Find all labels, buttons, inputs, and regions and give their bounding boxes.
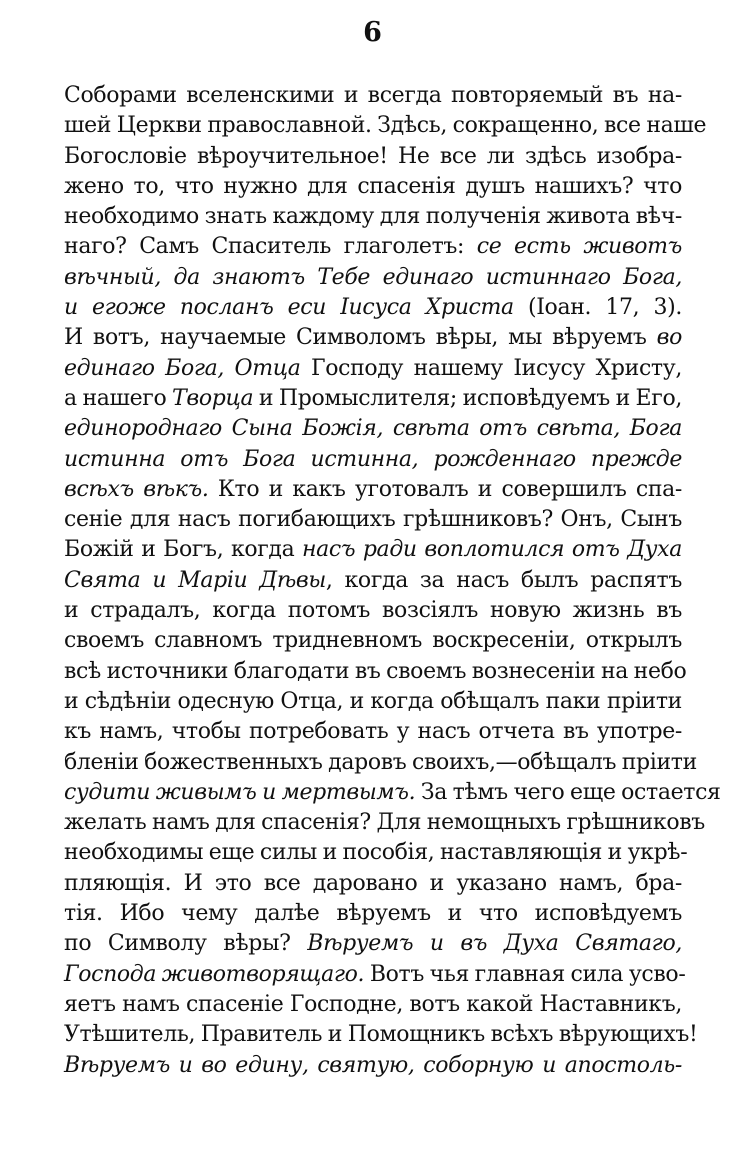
- text-line: [64, 748, 697, 778]
- text-line: [64, 384, 682, 414]
- text-segment: Соборами вселенскими и всегда повторяемый въ на-: [64, 83, 682, 108]
- body-text: [64, 81, 721, 1081]
- text-line: [64, 838, 688, 868]
- text-segment: шей Церкви православной. Здѣсь, сокращенно, все наше: [64, 113, 707, 139]
- text-line: [64, 81, 682, 111]
- text-segment: а нашего: [64, 385, 173, 411]
- text-line: [64, 354, 682, 384]
- text-segment: Кто и какъ уготовалъ и совершилъ спа-: [208, 476, 682, 502]
- text-segment: необходимо знать каждому для полученія живота вѣч-: [64, 204, 682, 230]
- text-segment: необходимы еще силы и пособія, наставляющія и укрѣ-: [64, 840, 688, 866]
- italic-text-segment: вѣчный, да знаютъ Тебе единаго истиннаго Бога,: [64, 264, 682, 290]
- text-line: [64, 293, 682, 323]
- text-line: [64, 778, 721, 808]
- text-line: [64, 990, 682, 1020]
- text-line: [64, 899, 682, 929]
- text-segment: къ намъ, чтобы потребовать у насъ отчета въ употре-: [64, 719, 682, 745]
- text-line: [64, 414, 682, 444]
- text-segment: по Символу вѣры?: [64, 931, 308, 957]
- italic-text-segment: единороднаго Сына Божія, свѣта отъ свѣта, Бога: [64, 416, 682, 442]
- text-line: [64, 626, 682, 656]
- text-line: [64, 566, 682, 596]
- text-line: [64, 505, 682, 535]
- text-segment: За тѣмъ чего еще остается: [415, 779, 721, 805]
- italic-text-segment: единаго Бога, Отца: [64, 355, 301, 381]
- italic-text-segment: во: [656, 325, 682, 351]
- italic-text-segment: се есть животъ: [476, 234, 682, 260]
- text-line: [64, 929, 682, 959]
- text-segment: пляющія. И это все даровано и указано намъ, бра-: [64, 870, 682, 896]
- text-line: [64, 808, 705, 838]
- text-segment: Богословіе вѣроучительное! Не все ли здѣсь изобра-: [64, 143, 682, 169]
- text-segment: , когда за насъ былъ распятъ: [325, 567, 682, 593]
- text-line: [64, 445, 682, 475]
- italic-text-segment: насъ ради воплотился отъ Духа: [302, 537, 682, 563]
- italic-text-segment: судити живымъ и мертвымъ.: [64, 779, 416, 805]
- text-segment: и сѣдѣніи одесную Отца, и когда обѣщалъ паки пріити: [64, 688, 682, 714]
- text-segment: (Іоан. 17, 3).: [513, 295, 682, 321]
- text-segment: желать намъ для спасенія? Для немощныхъ грѣшниковъ: [64, 810, 705, 836]
- text-segment: сеніе для насъ погибающихъ грѣшниковъ? Онъ, Сынъ: [64, 507, 682, 533]
- text-segment: яетъ намъ спасеніе Господне, вотъ какой Наставникъ,: [64, 991, 682, 1017]
- text-segment: наго? Самъ Спаситель глаголетъ:: [64, 234, 477, 260]
- text-segment: Божій и Богъ, когда: [64, 537, 303, 563]
- text-line: [64, 869, 682, 899]
- text-segment: и страдалъ, когда потомъ возсіялъ новую жизнь въ: [64, 598, 682, 624]
- text-line: [64, 263, 682, 293]
- text-segment: жено то, что нужно для спасенія душъ нашихъ? что: [64, 173, 682, 199]
- text-segment: Вотъ чья главная сила усво-: [364, 961, 686, 987]
- text-segment: И вотъ, научаемые Символомъ вѣры, мы вѣруемъ: [64, 325, 657, 351]
- italic-text-segment: Господа животворящаго.: [64, 961, 365, 987]
- italic-text-segment: Вѣруемъ и во едину, святую, соборную и апостоль-: [64, 1052, 682, 1078]
- italic-text-segment: истинна отъ Бога истинна, рожденнаго прежде: [64, 446, 682, 472]
- italic-text-segment: Творца: [172, 385, 254, 411]
- text-segment: и Промыслителя; исповѣдуемъ и Его,: [253, 385, 682, 411]
- text-line: [64, 1051, 682, 1081]
- text-segment: бленіи божественныхъ даровъ своихъ,—обѣщалъ пріити: [64, 749, 697, 775]
- text-line: [64, 111, 707, 141]
- text-line: [64, 960, 686, 990]
- text-line: [64, 535, 682, 565]
- text-segment: Утѣшитель, Правитель и Помощникъ всѣхъ вѣрующихъ!: [64, 1022, 698, 1048]
- text-line: [64, 323, 682, 353]
- text-line: [64, 596, 682, 626]
- text-line: [64, 717, 682, 747]
- italic-text-segment: Вѣруемъ и въ Духа Святаго,: [307, 931, 682, 957]
- text-line: [64, 142, 682, 172]
- text-segment: всѣ источники благодати въ своемъ вознесеніи на небо: [64, 658, 687, 684]
- text-line: [64, 475, 682, 505]
- text-line: [64, 687, 682, 717]
- italic-text-segment: Свята и Маріи Дѣвы: [64, 567, 326, 593]
- text-segment: Господу нашему Іисусу Христу,: [300, 355, 682, 381]
- italic-text-segment: и егоже посланъ еси Іисуса Христа: [64, 295, 514, 321]
- page-number: 6: [363, 17, 382, 48]
- text-segment: своемъ славномъ тридневномъ воскресеніи, открылъ: [64, 628, 682, 654]
- italic-text-segment: всѣхъ вѣкъ.: [64, 476, 209, 502]
- text-line: [64, 657, 687, 687]
- text-line: [64, 172, 682, 202]
- text-segment: тія. Ибо чему далѣе вѣруемъ и что исповѣдуемъ: [64, 901, 682, 927]
- text-line: [64, 1020, 698, 1050]
- text-line: [64, 202, 682, 232]
- text-line: [64, 232, 682, 262]
